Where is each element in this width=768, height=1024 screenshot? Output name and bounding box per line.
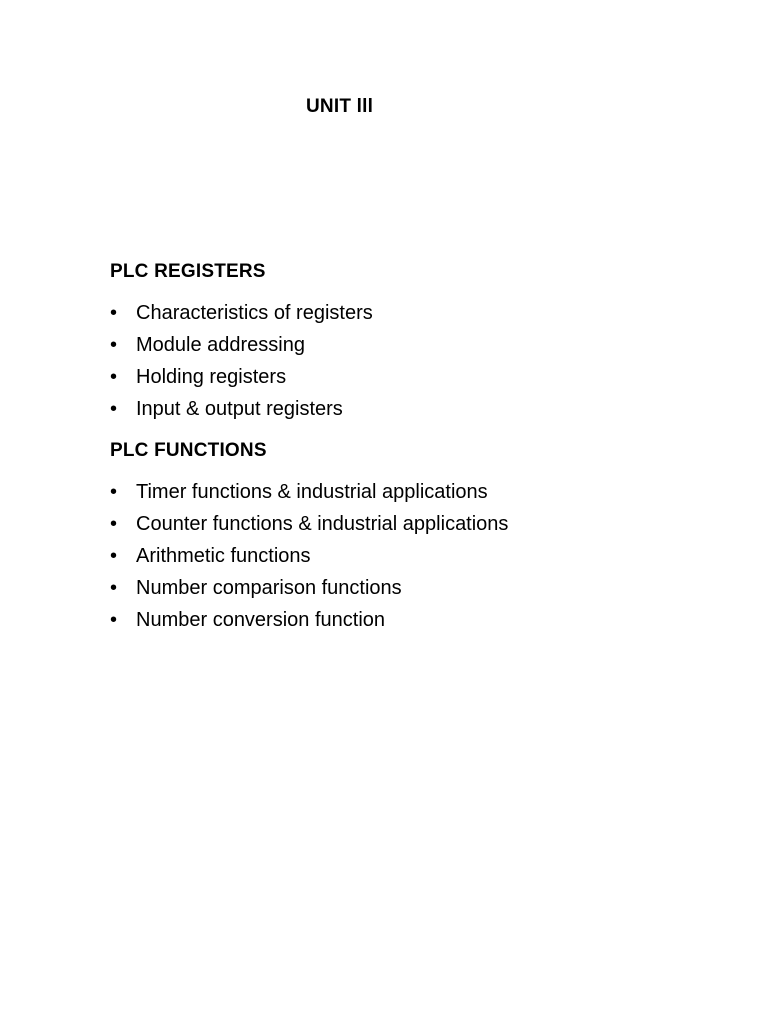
list-item-text: Module addressing: [136, 334, 305, 356]
bullet-icon: •: [110, 481, 118, 503]
bullet-icon: •: [110, 577, 118, 599]
section-heading-plc-functions: PLC FUNCTIONS: [110, 440, 267, 461]
list-item: [110, 334, 373, 366]
list-item-text: Arithmetic functions: [136, 545, 311, 567]
bullet-icon: •: [110, 366, 118, 388]
unit-title: UNIT lll: [306, 96, 374, 117]
list-item-text: Number comparison functions: [136, 577, 402, 599]
list-item: [110, 302, 373, 334]
list-item: [110, 481, 508, 513]
list-item-text: Characteristics of registers: [136, 302, 373, 324]
list-item-text: Timer functions & industrial applications: [136, 481, 488, 503]
list-item-text: Input & output registers: [136, 398, 343, 420]
list-item-text: Holding registers: [136, 366, 287, 388]
list-item-text: Number conversion function: [136, 609, 386, 631]
bullet-icon: •: [110, 513, 118, 535]
list-item: [110, 545, 508, 577]
plc-registers-list: [110, 302, 373, 430]
list-item: [110, 577, 508, 609]
list-item: [110, 366, 373, 398]
list-item: [110, 513, 508, 545]
bullet-icon: •: [110, 545, 118, 567]
bullet-icon: •: [110, 609, 118, 631]
list-item-text: Counter functions & industrial applications: [136, 513, 509, 535]
list-item: [110, 609, 508, 641]
bullet-icon: •: [110, 334, 118, 356]
section-heading-plc-registers: PLC REGISTERS: [110, 261, 266, 282]
bullet-icon: •: [110, 302, 118, 324]
list-item: [110, 398, 373, 430]
plc-functions-list: [110, 481, 508, 641]
bullet-icon: •: [110, 398, 118, 420]
